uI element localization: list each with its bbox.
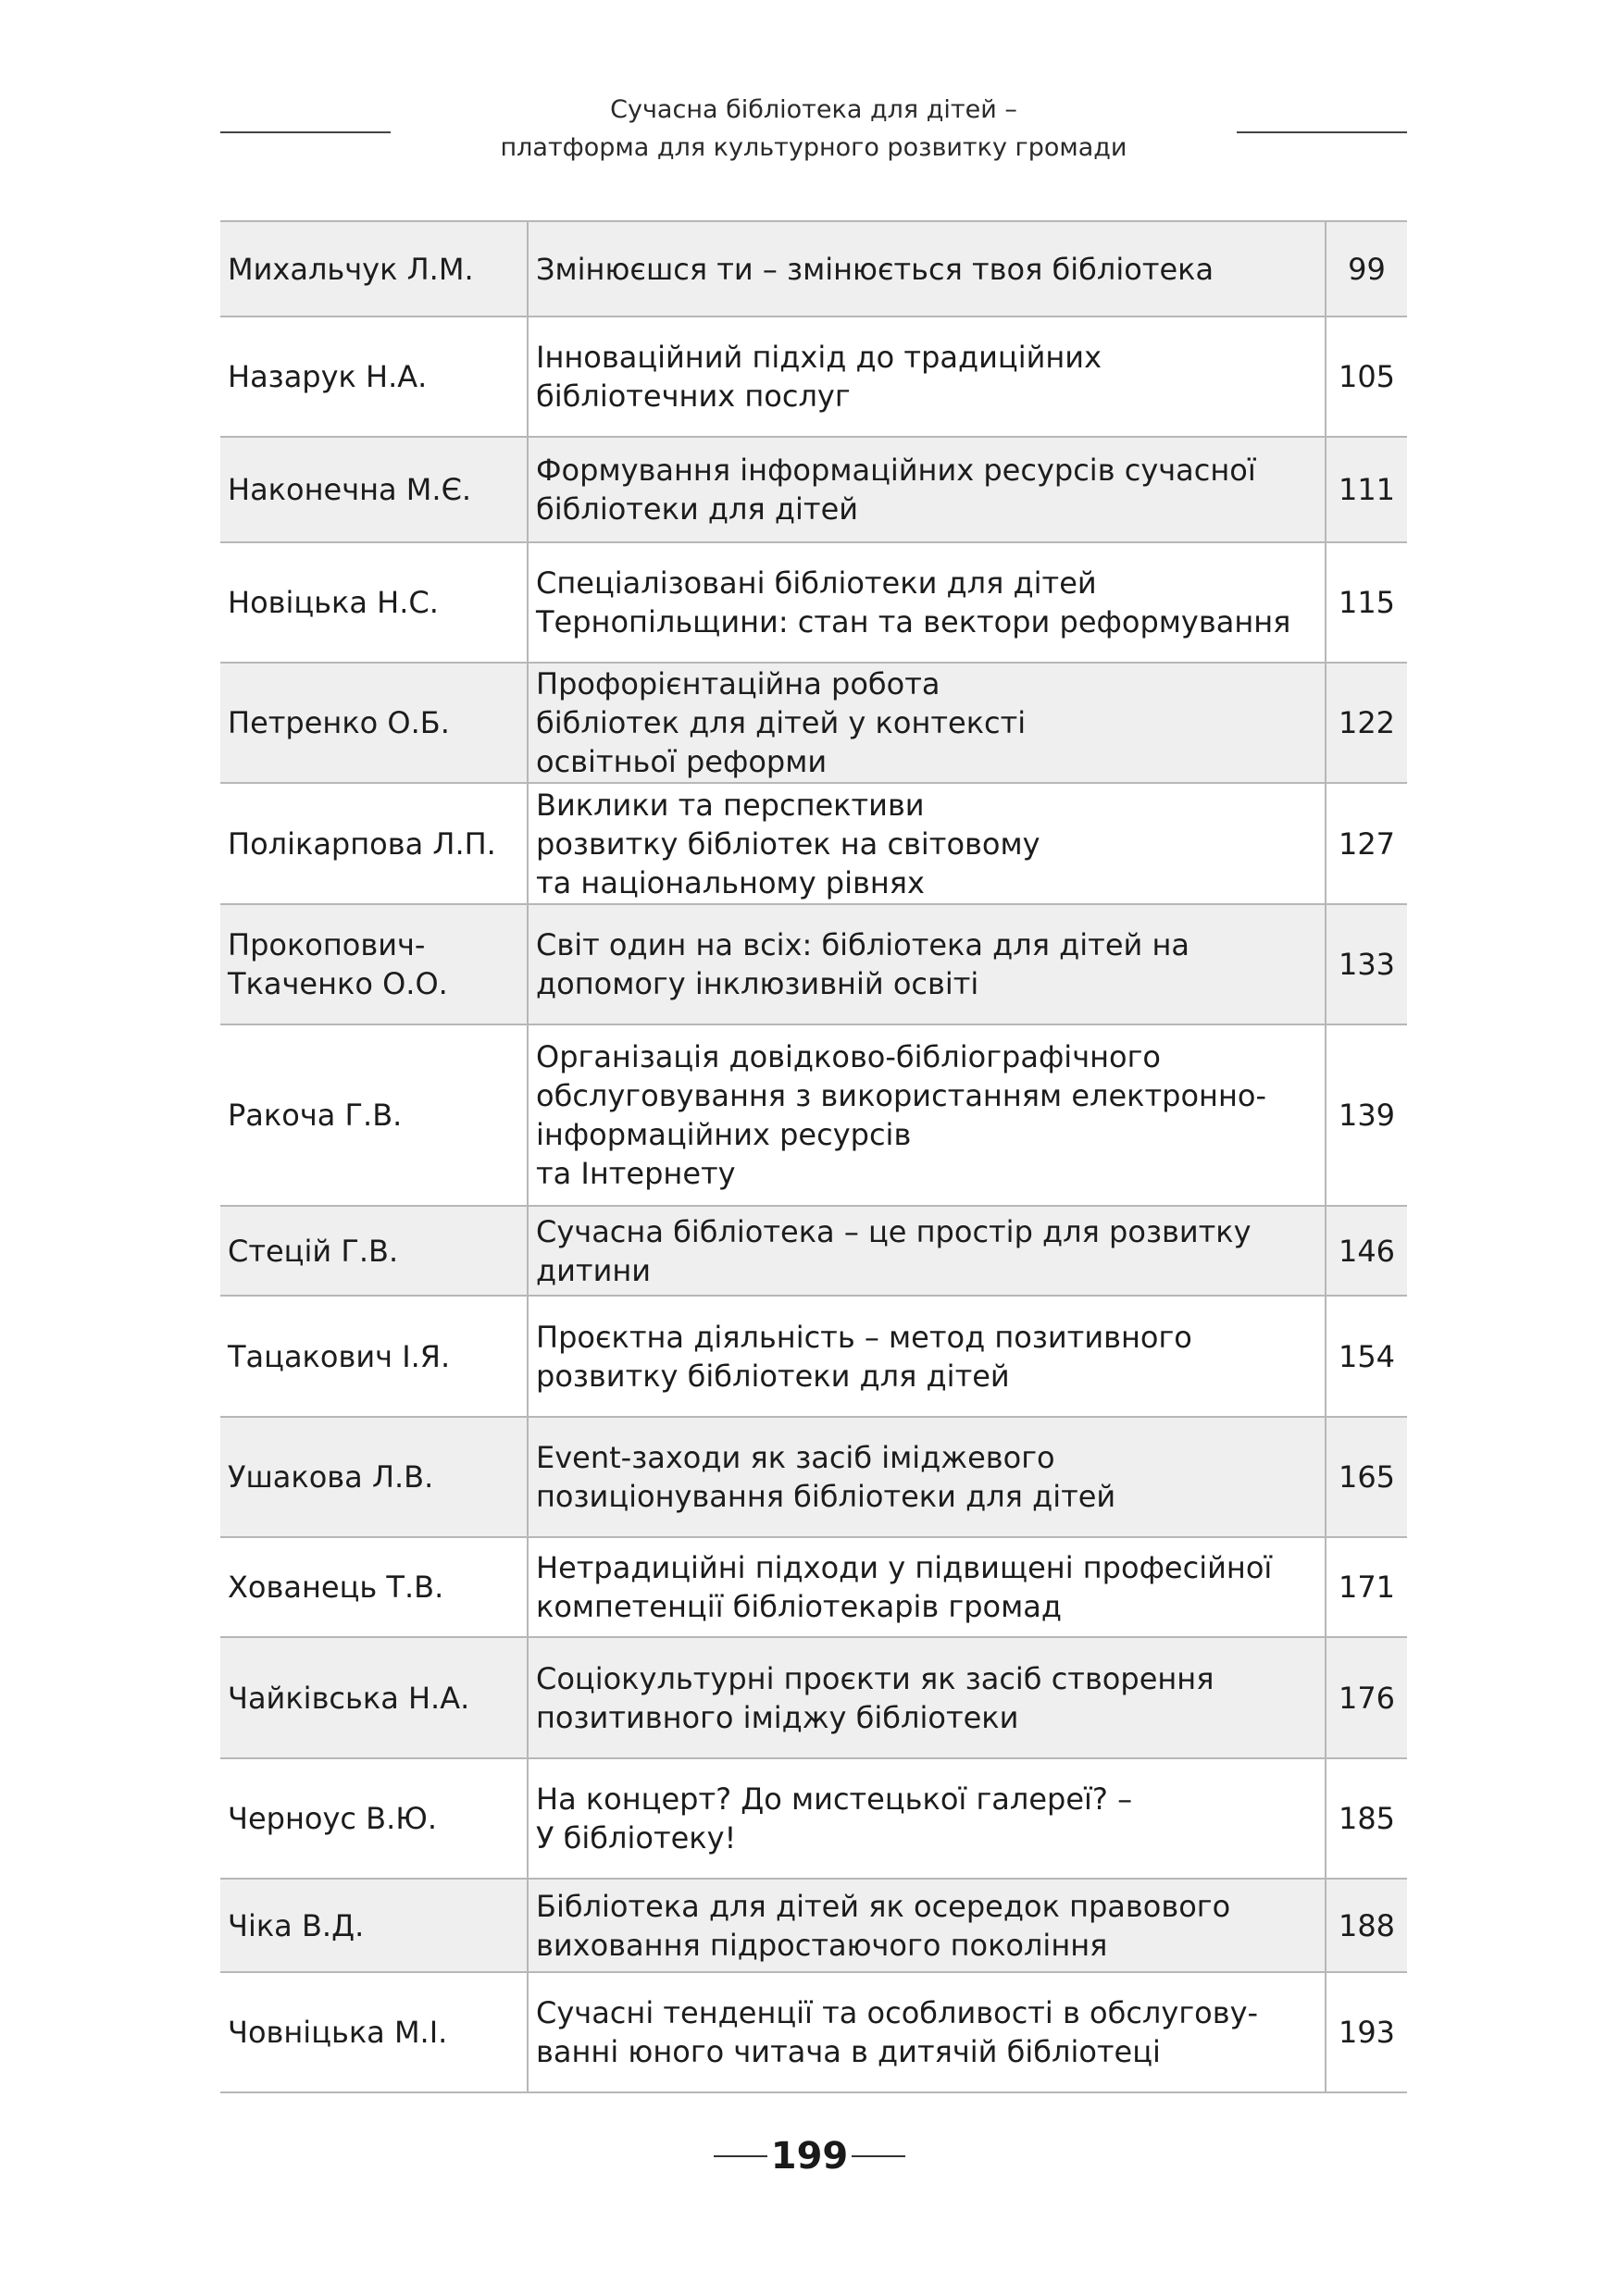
toc-row [220, 1296, 1407, 1417]
header-title-line-2: платформа для культурного розвитку громади [500, 133, 1127, 162]
toc-row [220, 783, 1407, 904]
header-title-line-1: Сучасна бібліотека для дітей – [610, 95, 1017, 124]
toc-author: Прокопович- Ткаченко О.О. [220, 904, 528, 1024]
toc-author: Тацакович І.Я. [220, 1296, 528, 1417]
toc-title: Світ один на всіх: бібліотека для дітей на допомогу інклюзивній освіті [528, 904, 1326, 1024]
toc-author: Михальчук Л.М. [220, 221, 528, 316]
toc-author: Чайківська Н.А. [220, 1637, 528, 1758]
toc-title: Формування інформаційних ресурсів сучасної бібліотеки для дітей [528, 437, 1326, 542]
toc-author: Петренко О.Б. [220, 663, 528, 783]
toc-row [220, 1758, 1407, 1879]
toc-page-number: 165 [1326, 1417, 1407, 1537]
toc-author: Черноус В.Ю. [220, 1758, 528, 1879]
toc-author: Ракоча Г.В. [220, 1024, 528, 1206]
toc-title: Профорієнтаційна робота бібліотек для дітей у контексті освітньої реформи [528, 663, 1326, 783]
running-header [220, 91, 1407, 174]
toc-page-number: 122 [1326, 663, 1407, 783]
table-of-contents [220, 220, 1407, 2093]
toc-title: Виклики та перспективи розвитку бібліотек на світовому та національному рівнях [528, 783, 1326, 904]
page-number: 199 [770, 2135, 849, 2178]
toc-page-number: 127 [1326, 783, 1407, 904]
toc-title: Інноваційний підхід до традиційних бібліотечних послуг [528, 316, 1326, 437]
toc-page-number: 171 [1326, 1537, 1407, 1637]
toc-title: Організація довідково-бібліографічного обслуговування з використанням електронно- інформаційних ресурсів та Інтернету [528, 1024, 1326, 1206]
toc-author: Чіка В.Д. [220, 1879, 528, 1972]
toc-page-number: 185 [1326, 1758, 1407, 1879]
header-title [396, 91, 1231, 167]
toc-title: Змінюєшся ти – змінюється твоя бібліотека [528, 221, 1326, 316]
toc-title: Сучасна бібліотека – це простір для розвитку дитини [528, 1206, 1326, 1296]
toc-page-number: 105 [1326, 316, 1407, 437]
toc-row [220, 663, 1407, 783]
toc-title: Соціокультурні проєкти як засіб створення позитивного іміджу бібліотеки [528, 1637, 1326, 1758]
toc-page-number: 99 [1326, 221, 1407, 316]
toc-title: Сучасні тенденції та особливості в обслугову- ванні юного читача в дитячій бібліотеці [528, 1972, 1326, 2092]
header-rule-right [1237, 131, 1407, 133]
toc-title: Нетрадиційні підходи у підвищені професійної компетенції бібліотекарів громад [528, 1537, 1326, 1637]
toc-row [220, 1024, 1407, 1206]
toc-title: Event-заходи як засіб іміджевого позиціонування бібліотеки для дітей [528, 1417, 1326, 1537]
toc-row [220, 1417, 1407, 1537]
toc-author: Човніцька М.І. [220, 1972, 528, 2092]
toc-author: Хованець Т.В. [220, 1537, 528, 1637]
toc-author: Стецій Г.В. [220, 1206, 528, 1296]
page-footer [0, 2130, 1619, 2182]
toc-author: Назарук Н.А. [220, 316, 528, 437]
toc-author: Ушакова Л.В. [220, 1417, 528, 1537]
footer-dash-right [852, 2155, 905, 2157]
toc-title: Бібліотека для дітей як осередок правового виховання підростаючого покоління [528, 1879, 1326, 1972]
toc-page-number: 188 [1326, 1879, 1407, 1972]
toc-title: Проєктна діяльність – метод позитивного розвитку бібліотеки для дітей [528, 1296, 1326, 1417]
toc-title: Спеціалізовані бібліотеки для дітей Тернопільщини: стан та вектори реформування [528, 542, 1326, 663]
toc-row [220, 1206, 1407, 1296]
toc-page-number: 111 [1326, 437, 1407, 542]
toc-row [220, 437, 1407, 542]
toc-row [220, 1537, 1407, 1637]
header-rule-left [220, 131, 391, 133]
toc-row [220, 1637, 1407, 1758]
toc-page-number: 146 [1326, 1206, 1407, 1296]
toc-page-number: 176 [1326, 1637, 1407, 1758]
toc-row [220, 904, 1407, 1024]
toc-page-number: 133 [1326, 904, 1407, 1024]
footer-dash-left [714, 2155, 767, 2157]
toc-page-number: 139 [1326, 1024, 1407, 1206]
toc-row [220, 1879, 1407, 1972]
toc-page-number: 115 [1326, 542, 1407, 663]
toc-row [220, 542, 1407, 663]
toc-title: На концерт? До мистецької галереї? – У бібліотеку! [528, 1758, 1326, 1879]
toc-author: Полікарпова Л.П. [220, 783, 528, 904]
toc-row [220, 1972, 1407, 2092]
toc-author: Новіцька Н.С. [220, 542, 528, 663]
toc-row [220, 316, 1407, 437]
toc-page-number: 154 [1326, 1296, 1407, 1417]
toc-page-number: 193 [1326, 1972, 1407, 2092]
toc-row [220, 221, 1407, 316]
toc-author: Наконечна М.Є. [220, 437, 528, 542]
